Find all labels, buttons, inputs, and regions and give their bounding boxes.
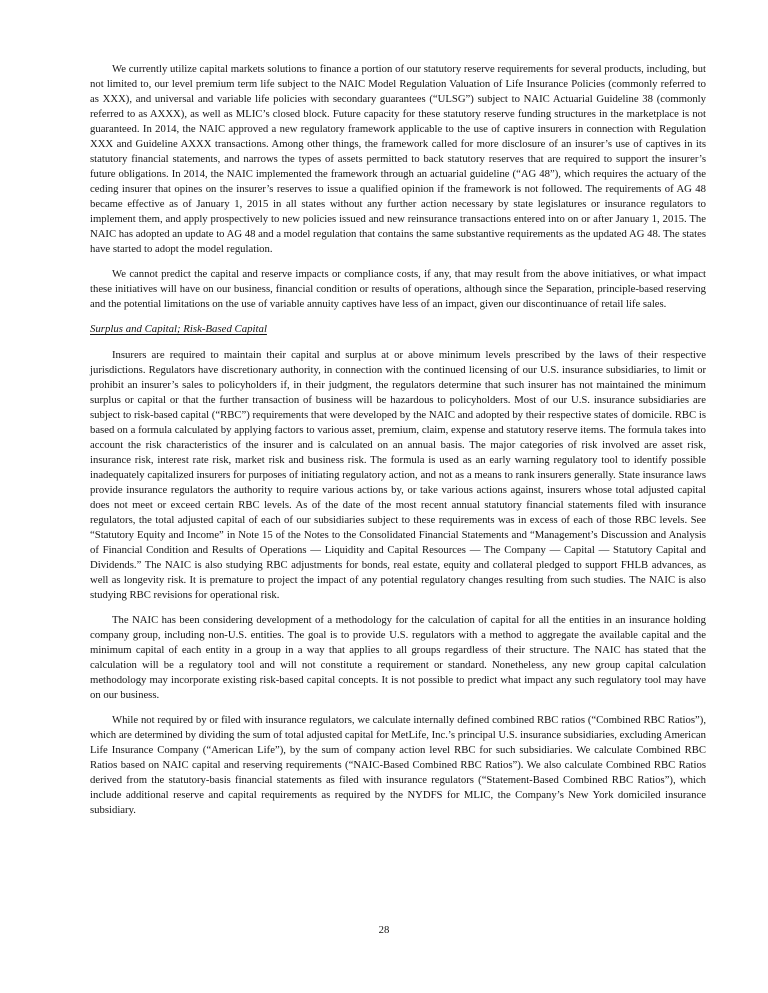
paragraph-cannot-predict-impacts: We cannot predict the capital and reserve impacts or compliance costs, if any, that may result from the above initiatives, or what impact these initiatives will have on our business, financial condition or results of operations, although since the Separation, principle-based reserving and the potential limitations on the use of variable annuity captives have less of an impact, given our discontinuance of retail life sales.: [90, 268, 706, 310]
paragraph-naic-group-capital-methodology: The NAIC has been considering development of a methodology for the calculation of capital for all the entities in an insurance holding company group, including non-U.S. entities. The goal is to provide U.S. regulators with a method to aggregate the available capital and the minimum capital of each entity in a group in a way that applies to all groups regardless of their structure. The NAIC has stated that the calculation will be a regulatory tool and will not constitute a requirement or standard. Nonetheless, any new group capital calculation methodology may incorporate existing risk-based capital concepts. It is not possible to predict what impact any such regulatory tool may have on our business.: [90, 614, 706, 701]
paragraph-combined-rbc-ratios: While not required by or filed with insurance regulators, we calculate internally defined combined RBC ratios (“Combined RBC Ratios”), which are determined by dividing the sum of total adjusted capital for MetLife, Inc.’s principal U.S. insurance subsidiaries, excluding American Life Insurance Company (“American Life”), by the sum of company action level RBC for such subsidiaries. We calculate Combined RBC Ratios based on NAIC capital and reserving requirements (“NAIC-Based Combined RBC Ratios”). We also calculate Combined RBC Ratios derived from the statutory-basis financial statements as filed with insurance regulators (“Statement-Based Combined RBC Ratios”), which include additional reserve and capital requirements as required by the NYDFS for MLIC, the Company’s New York domiciled insurance subsidiary.: [90, 714, 706, 816]
page-content: [90, 62, 706, 828]
page-number: 28: [378, 924, 390, 936]
paragraph-rbc-requirements: Insurers are required to maintain their capital and surplus at or above minimum levels prescribed by the laws of their respective jurisdictions. Regulators have discretionary authority, in connection with the continued licensing of our U.S. insurance subsidiaries, to limit or prohibit an insurer’s sales to policyholders if, in their judgment, the regulators determine that such insurer has not maintained the minimum surplus or capital or that the further transaction of business will be hazardous to policyholders. Most of our U.S. insurance subsidiaries are subject to risk-based capital (“RBC”) requirements that were developed by the NAIC and adopted by their respective states of domicile. RBC is based on a formula calculated by applying factors to various asset, premium, claim, expense and statutory reserve items. The formula takes into account the risk characteristics of the insurer and is calculated on an annual basis. The major categories of risk involved are asset risk, insurance risk, interest rate risk, market risk and business risk. The formula is used as an early warning regulatory tool to identify possible inadequately capitalized insurers for purposes of initiating regulatory action, and not as a means to rank insurers generally. State insurance laws provide insurance regulators the authority to require various actions by, or take various actions against, insurers whose total adjusted capital does not meet or exceed certain RBC levels. As of the date of the most recent annual statutory financial statements filed with insurance regulators, the total adjusted capital of each of our subsidiaries subject to these requirements was in excess of each of those RBC levels. See “Statutory Equity and Income” in Note 15 of the Notes to the Consolidated Financial Statements and “Management’s Discussion and Analysis of Financial Condition and Results of Operations — Liquidity and Capital Resources — The Company — Capital — Statutory Capital and Dividends.” The NAIC is also studying RBC adjustments for bonds, real estate, equity and collateral pledged to support FHLB advances, as well as longevity risk. It is premature to project the impact of any potential regulatory changes resulting from such studies. The NAIC is also studying RBC revisions for operational risk.: [90, 349, 706, 601]
paragraph-capital-markets-solutions: We currently utilize capital markets solutions to finance a portion of our statutory reserve requirements for several products, including, but not limited to, our level premium term life subject to the NAIC Model Regulation Valuation of Life Insurance Policies (commonly referred to as XXX), and universal and variable life policies with secondary guarantees (“ULSG”) subject to NAIC Actuarial Guideline 38 (commonly referred to as AXXX), as well as MLIC’s closed block. Future capacity for these statutory reserve funding structures in the marketplace is not guaranteed. In 2014, the NAIC approved a new regulatory framework applicable to the use of captive insurers in connection with Regulation XXX and Guideline AXXX transactions. Among other things, the framework called for more disclosure of an insurer’s use of captives in its statutory financial statements, and narrows the types of assets permitted to back statutory reserves that are required to support the insurer’s future obligations. In 2014, the NAIC implemented the framework through an actuarial guideline (“AG 48”), which requires the actuary of the ceding insurer that opines on the insurer’s reserves to issue a qualified opinion if the framework is not followed. The requirements of AG 48 became effective as of January 1, 2015 in all states without any further action necessary by state legislatures or insurance regulators to implement them, and apply prospectively to new policies issued and new reinsurance transactions entered into on or after January 1, 2015. The NAIC has adopted an update to AG 48 and a model regulation that contains the same substantive requirements as the updated AG 48. The states have started to adopt the model regulation.: [90, 63, 706, 255]
section-heading-surplus-and-capital: Surplus and Capital; Risk-Based Capital: [90, 323, 267, 335]
